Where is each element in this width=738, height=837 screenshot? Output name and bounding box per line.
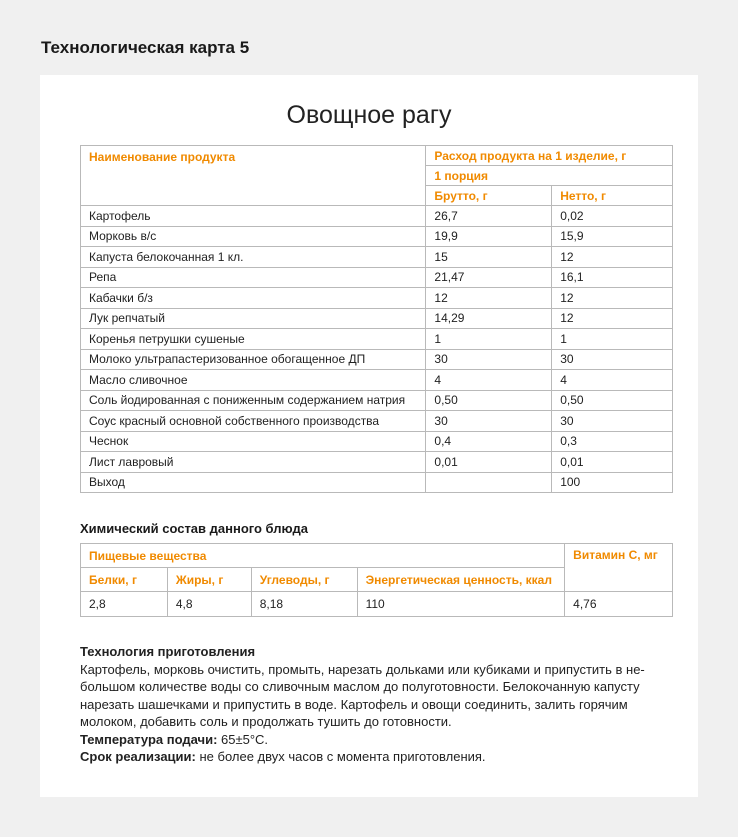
cell-name: Лист лавровый [81, 452, 426, 473]
serving-temperature [80, 731, 680, 749]
cell-brutto: 0,50 [426, 390, 552, 411]
energy-value: 110 [357, 592, 565, 617]
cell-name: Выход [81, 472, 426, 493]
cell-name: Картофель [81, 206, 426, 227]
table-row [81, 411, 673, 432]
carbs-value: 8,18 [251, 592, 357, 617]
dish-title: Овощное рагу [286, 101, 452, 129]
cell-name: Кабачки б/з [81, 288, 426, 309]
cell-brutto: 19,9 [426, 226, 552, 247]
table-row [81, 308, 673, 329]
table-row [81, 247, 673, 268]
technology-section [80, 643, 680, 766]
technology-line: молоком, добавить соль и продолжать тушить до готовности. [80, 714, 452, 729]
carbs-header: Углеводы, г [251, 568, 357, 592]
cell-brutto: 30 [426, 349, 552, 370]
cell-name: Коренья петрушки сушеные [81, 329, 426, 350]
fats-value: 4,8 [167, 592, 251, 617]
table-row [81, 226, 673, 247]
cell-name: Лук репчатый [81, 308, 426, 329]
table-row [81, 390, 673, 411]
energy-header: Энергетическая ценность, ккал [357, 568, 565, 592]
cell-brutto: 26,7 [426, 206, 552, 227]
cell-brutto: 12 [426, 288, 552, 309]
table-row [81, 431, 673, 452]
col-name-header: Наименование продукта [81, 146, 426, 206]
cell-name: Капуста белокочанная 1 кл. [81, 247, 426, 268]
cell-brutto: 14,29 [426, 308, 552, 329]
cell-name: Морковь в/с [81, 226, 426, 247]
cell-netto: 30 [552, 411, 673, 432]
table-row [81, 370, 673, 391]
technology-line: нарезать шашечками и припустить в воде. Картофель и овощи соединить, залить горячим [80, 696, 628, 712]
portion-header: 1 порция [426, 166, 673, 186]
proteins-header: Белки, г [81, 568, 168, 592]
cell-brutto [426, 472, 552, 493]
cell-netto: 0,3 [552, 431, 673, 452]
temp-value: 65±5°C. [217, 731, 269, 747]
vitamin-c-value: 4,76 [565, 592, 673, 617]
cell-name: Масло сливочное [81, 370, 426, 391]
cell-netto: 12 [552, 288, 673, 309]
cell-brutto: 0,01 [426, 452, 552, 473]
cell-name: Соус красный основной собственного производства [81, 411, 426, 432]
table-row [81, 472, 673, 493]
shelf-life [80, 748, 680, 766]
cell-netto: 16,1 [552, 267, 673, 288]
cell-brutto: 15 [426, 247, 552, 268]
products-table [80, 145, 673, 493]
cell-netto: 100 [552, 472, 673, 493]
technology-heading: Технология приготовления [80, 644, 256, 659]
cell-name: Чеснок [81, 431, 426, 452]
cell-name: Репа [81, 267, 426, 288]
chem-heading: Химический состав данного блюда [80, 521, 308, 536]
table-row [81, 452, 673, 473]
technology-line: Картофель, морковь очистить, промыть, нарезать дольками или кубиками и припустить в не- [80, 661, 645, 677]
cell-netto: 4 [552, 370, 673, 391]
cell-netto: 12 [552, 308, 673, 329]
technology-line: большом количестве воды со сливочным маслом до полуготовности. Белокочанную капусту [80, 679, 640, 694]
fats-header: Жиры, г [167, 568, 251, 592]
cell-brutto: 1 [426, 329, 552, 350]
table-row [81, 267, 673, 288]
cell-brutto: 30 [426, 411, 552, 432]
cell-brutto: 4 [426, 370, 552, 391]
card-title: Технологическая карта 5 [41, 38, 250, 57]
table-row [81, 288, 673, 309]
cell-brutto: 0,4 [426, 431, 552, 452]
cell-netto: 0,50 [552, 390, 673, 411]
cell-name: Молоко ультрапастеризованное обогащенное ДП [81, 349, 426, 370]
table-row [81, 329, 673, 350]
cell-netto: 0,01 [552, 452, 673, 473]
table-row [81, 349, 673, 370]
proteins-value: 2,8 [81, 592, 168, 617]
vitamin-c-header: Витамин С, мг [565, 544, 673, 592]
cell-netto: 15,9 [552, 226, 673, 247]
term-value: не более двух часов с момента приготовления. [195, 749, 486, 764]
cell-netto: 0,02 [552, 206, 673, 227]
recipe-panel [40, 75, 698, 797]
cell-netto: 30 [552, 349, 673, 370]
col-usage-header: Расход продукта на 1 изделие, г [426, 146, 673, 166]
table-row [81, 206, 673, 227]
chem-table [80, 543, 673, 617]
cell-netto: 12 [552, 247, 673, 268]
col-brutto-header: Брутто, г [426, 186, 552, 206]
col-netto-header: Нетто, г [552, 186, 673, 206]
cell-name: Соль йодированная с пониженным содержанием натрия [81, 390, 426, 411]
temp-label: Температура подачи: [80, 731, 218, 747]
cell-brutto: 21,47 [426, 267, 552, 288]
cell-netto: 1 [552, 329, 673, 350]
term-label: Срок реализации: [80, 749, 196, 764]
nutrients-header: Пищевые вещества [81, 544, 565, 568]
